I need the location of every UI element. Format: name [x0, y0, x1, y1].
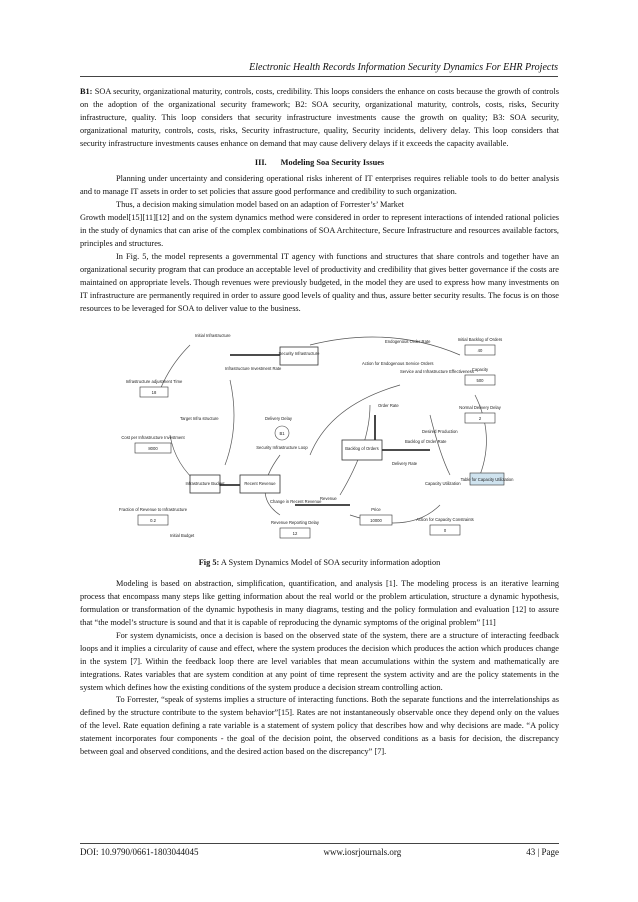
value-action: 0 [443, 528, 447, 534]
paragraph-modeling: Modeling is based on abstraction, simplification, quantification, and analysis [1]. The modeling process is an iterative learning process that encompass many steps like getting information about the real world or the problem articulation, structure a dynamic hypothesis, formulation or transformation of the dynamic hypothesis in many diagrams, testing and the policy formulation and evaluation [12] to assure that “the model’s structure is sound and that it is capable of reproducing the dynamic symptoms of the original problem” [11] [80, 579, 559, 628]
value-initial-backlog: 40 [477, 348, 483, 354]
connector [430, 415, 450, 475]
paragraph-loops [80, 86, 559, 151]
running-header: Electronic Health Records Information Security Dynamics For EHR Projects [80, 62, 558, 77]
value-infra-adj: 18 [151, 390, 157, 396]
label-fraction: Fraction of Revenue to Infrastructure [118, 507, 188, 513]
value-fraction: 0.2 [150, 518, 156, 524]
label-revenue: Revenue [320, 496, 337, 502]
footer-site[interactable]: www.iosrjournals.org [323, 847, 402, 857]
label-capacity-utilization: Capacity Utilization [425, 481, 461, 487]
label-normal-delay: Normal Delivery Delay [459, 405, 501, 411]
label-desired-production: Desired Production [422, 429, 458, 435]
page-footer [80, 843, 559, 857]
label-price: Price [371, 507, 381, 513]
loop-label: B1: [80, 87, 93, 96]
label-capacity: Capacity [471, 367, 489, 373]
paragraph-growth: Growth model[15][11][12] and on the system dynamics method were considered in order to represent interactions of intended rational policies in the study of dynamics that can arise of the complex combinations of SOA Architecture, Secure Infrastructure and resources available factors, principles and structures. [80, 213, 559, 248]
label-rev-delay: Revenue Reporting Delay [271, 520, 319, 526]
value-price: 10000 [370, 518, 382, 524]
paragraph-forrester: To Forrester, “speak of systems implies a structure of interacting functions. Both the separate functions and the interrelationships as defined by the structure contribute to the system behavior”[15]. Rates are not instantaneously observable once they depend only on the values of the level. Rate equation defining a rate variable is a statement of system policy that describes how and why decisions are made. “A policy statement incorporates four components - the goal of the decision point, the observed conditions as a basis for decision, the discrepancy between goal and observed conditions, and the desired action based on the discrepancy” [7]. [80, 695, 559, 757]
label-infra-budget: Infrastructure Budget [185, 481, 225, 487]
label-loop: Security Infrastructure Loop [256, 445, 308, 451]
label-table-capacity: Table for Capacity Utilization [460, 477, 514, 483]
label-backlog: Backlog of Orders [345, 446, 379, 452]
loops-text: SOA security, organizational maturity, controls, costs, credibility. This loops considers the enhance on costs because the growth of controls on the adoption of the organizational security framework; B2: SOA security, organizational maturity, controls, costs, risks, Security infrastructure, quality. This loop considers that security infrastructure investments cause the growth on quality; B3: SOA security, organizational maturity, controls, costs, risks, Security infrastructure, quality, Security incidents, delivery delay. This loop considers that security infrastructure investments causes enhance on demand that may cause delivery delays if it exceeds the capacity available. [80, 87, 559, 148]
section-number: III. [254, 157, 267, 167]
figure-5 [80, 323, 559, 551]
label-infra-adj-time: Infrastructure adjustment Time [125, 379, 183, 385]
label-backlog-rate: Backlog of Order Rate [405, 439, 447, 445]
label-delivery-rate: Delivery Rate [392, 461, 418, 467]
label-initial-infra: Initial Infrastructure [195, 333, 231, 339]
security-infrastructure-stock [280, 347, 318, 365]
value-capacity: 500 [476, 378, 484, 384]
label-cost: Cost per Infrastructure Investment [121, 435, 185, 441]
caption-text: A System Dynamics Model of SOA security information adoption [219, 558, 441, 568]
footer-doi: DOI: 10.9790/0661-1803044045 [80, 847, 199, 857]
caption-lead: Fig 5: [198, 558, 220, 568]
paragraph-dynamicists: For system dynamicists, once a decision is based on the observed state of the system, there are a structure of interacting feedback loops and it implies a circularity of cause and effect, where the system produces the decision which produces the action which produces change in the system [7]. Within the feedback loop there are level variables that mean accumulations within the system and mathematically are integrations. Rates variables that are system condition at any point of time represent the system activity and are the policy statements in the system which defines how the existing conditions of the system produce a decision stream controlling action. [80, 630, 559, 692]
value-rev-delay: 12 [292, 531, 298, 537]
label-action-capacity: Action for Capacity Constraints [416, 517, 474, 523]
label-initial-backlog: Initial Backlog of Orders [457, 337, 503, 343]
paragraph-planning: Planning under uncertainty and considering operational risks inherent of IT enterprises requires reliable tools to do better analysis and to manage IT assets in order to set policies that assure good performance and credibility to such organization. [80, 174, 559, 197]
connector [225, 380, 234, 465]
label-initial-budget: Initial Budget [170, 533, 195, 539]
label-change-recent-rev: Change in Recent Revenue [270, 499, 322, 505]
label-infra-rate: Infrastructure Investment Rate [225, 366, 282, 372]
paragraph-thus: Thus, a decision making simulation model based on an adaption of Forrester’s’ Market [116, 200, 404, 210]
label-service-effectiveness: Service and Infrastructure Effectiveness [400, 369, 474, 375]
value-normal-delay: 2 [478, 416, 482, 422]
label-b1: B1 [279, 431, 285, 437]
label-target-infra: Target Infra structure [180, 416, 219, 422]
footer-page: 43 | Page [526, 847, 559, 857]
body-text [80, 86, 559, 759]
figure-caption [80, 557, 559, 570]
label-order-rate: Order Rate [378, 403, 399, 409]
section-title: Modeling Soa Security Issues [280, 157, 385, 167]
paragraph-fig5: In Fig. 5, the model represents a governmental IT agency with functions and structures that share controls and together have an organizational security program that can produce an acceptable level of productivity and credibility that gives better governance if the costs are maintained on appropriate levels. Though revenues were previously budgeted, in the model they are used to express how many investments on IT infrastructure are permanently required in order to assure good levels of quality and thus, assure better security results. The focus is on those resources to be leveraged for SOA to deliver value to the business. [80, 251, 559, 313]
label-security-infra: Security Infrastructure [278, 351, 320, 357]
label-recent-revenue: Recent Revenue [244, 481, 276, 487]
section-heading [80, 157, 559, 170]
system-dynamics-diagram [118, 325, 514, 549]
value-cost: 8000 [148, 446, 158, 452]
label-action-endogenous: Action for Endogenous Service Orders [362, 361, 434, 367]
label-delivery-delay: Delivery Delay [265, 416, 292, 422]
label-endogenous-order-rate: Endogenous Order Rate [385, 339, 431, 345]
